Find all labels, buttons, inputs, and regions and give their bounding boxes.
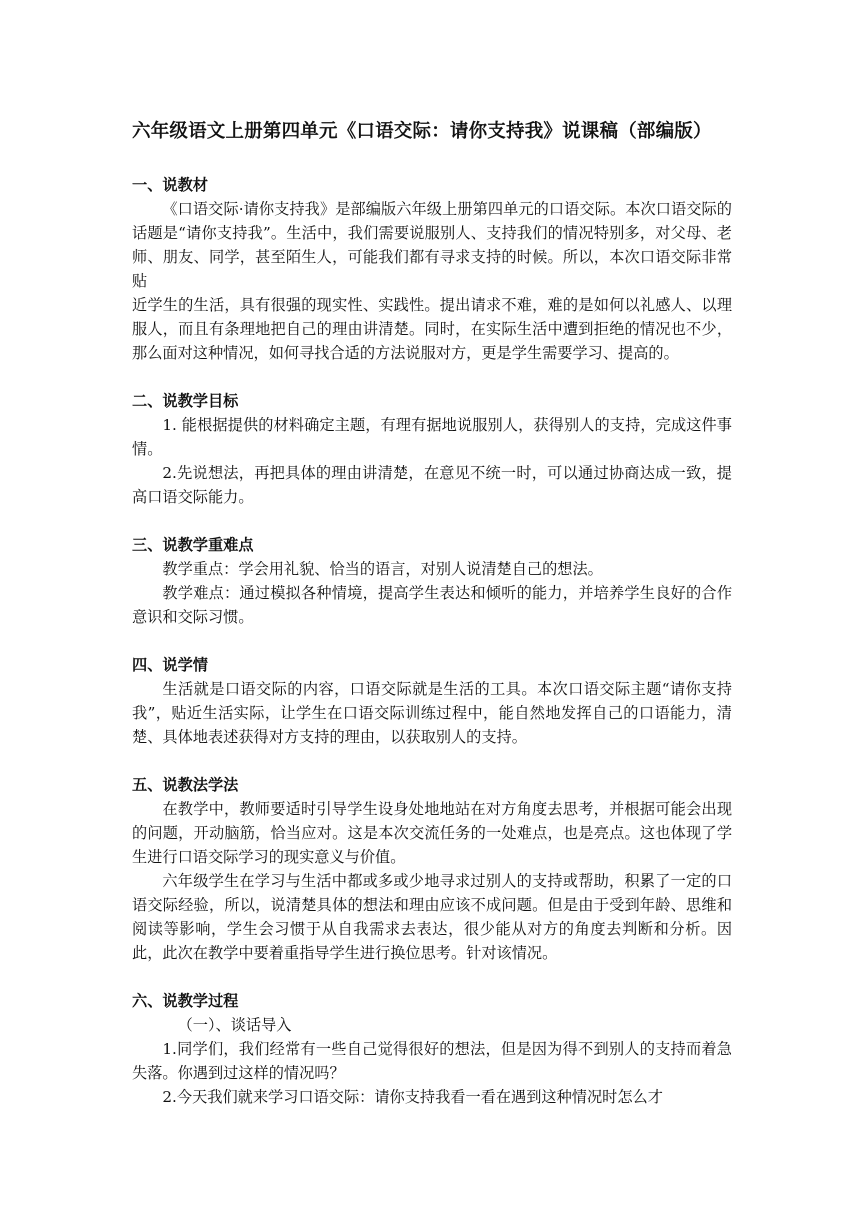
paragraph: 生活就是口语交际的内容，口语交际就是生活的工具。本次口语交际主题“请你支持我”，贴近生活实际，让学生在口语交际训练过程中，能自然地发挥自己的口语能力，清楚、具体地表述获得对方支持的理由，以获取别人的支持。 (132, 680, 732, 746)
paragraph: 2.今天我们就来学习口语交际：请你支持我看一看在遇到这种情况时怎么才 (162, 1088, 663, 1106)
section-heading: 四、说学情 (132, 656, 208, 674)
section-students (132, 653, 732, 749)
document-body (132, 173, 732, 1109)
section-heading: 三、说教学重难点 (132, 536, 254, 554)
section-methods (132, 773, 732, 965)
subsection-heading: （一）、谈话导入 (177, 1016, 292, 1034)
paragraph: 1.同学们，我们经常有一些自己觉得很好的想法，但是因为得不到别人的支持而着急失落。你遇到过这样的情况吗？ (132, 1040, 732, 1082)
section-process (132, 989, 732, 1109)
section-heading: 五、说教法学法 (132, 776, 239, 794)
paragraph: 近学生的生活，具有很强的现实性、实践性。提出请求不难，难的是如何以礼感人、以理服人，而且有条理地把自己的理由讲清楚。同时，在实际生活中遭到拒绝的情况也不少，那么面对这种情况，如何寻找合适的方法说服对方，更是学生需要学习、提高的。 (132, 296, 732, 362)
section-textbook (132, 173, 732, 365)
paragraph: 在教学中，教师要适时引导学生设身处地地站在对方角度去思考，并根据可能会出现的问题，开动脑筋，恰当应对。这是本次交流任务的一处难点，也是亮点。这也体现了学生进行口语交际学习的现实意义与价值。 (132, 800, 732, 866)
paragraph: 教学难点：通过模拟各种情境，提高学生表达和倾听的能力，并培养学生良好的合作意识和交际习惯。 (132, 584, 732, 626)
section-goals (132, 389, 732, 509)
paragraph: 六年级学生在学习与生活中都或多或少地寻求过别人的支持或帮助，积累了一定的口语交际经验，所以，说清楚具体的想法和理由应该不成问题。但是由于受到年龄、思维和阅读等影响，学生会习惯于从自我需求去表达，很少能从对方的角度去判断和分析。因此，此次在教学中要着重指导学生进行换位思考。针对该情况。 (132, 872, 732, 962)
section-key-points (132, 533, 732, 629)
paragraph: 教学重点：学会用礼貌、恰当的语言，对别人说清楚自己的想法。 (162, 560, 603, 578)
section-heading: 二、说教学目标 (132, 392, 239, 410)
section-heading: 一、说教材 (132, 176, 208, 194)
paragraph: 1. 能根据提供的材料确定主题，有理有据地说服别人，获得别人的支持，完成这件事情。 (132, 416, 732, 458)
paragraph: 《口语交际·请你支持我》是部编版六年级上册第四单元的口语交际。本次口语交际的话题是“请你支持我”。生活中，我们需要说服别人、支持我们的情况特别多，对父母、老师、朋友、同学，甚至陌生人，可能我们都有寻求支持的时候。所以，本次口语交际非常贴 (132, 200, 732, 290)
paragraph: 2.先说想法，再把具体的理由讲清楚，在意见不统一时，可以通过协商达成一致，提高口语交际能力。 (132, 464, 732, 506)
section-heading: 六、说教学过程 (132, 992, 239, 1010)
document-title: 六年级语文上册第四单元《口语交际：请你支持我》说课稿（部编版） (132, 121, 712, 142)
